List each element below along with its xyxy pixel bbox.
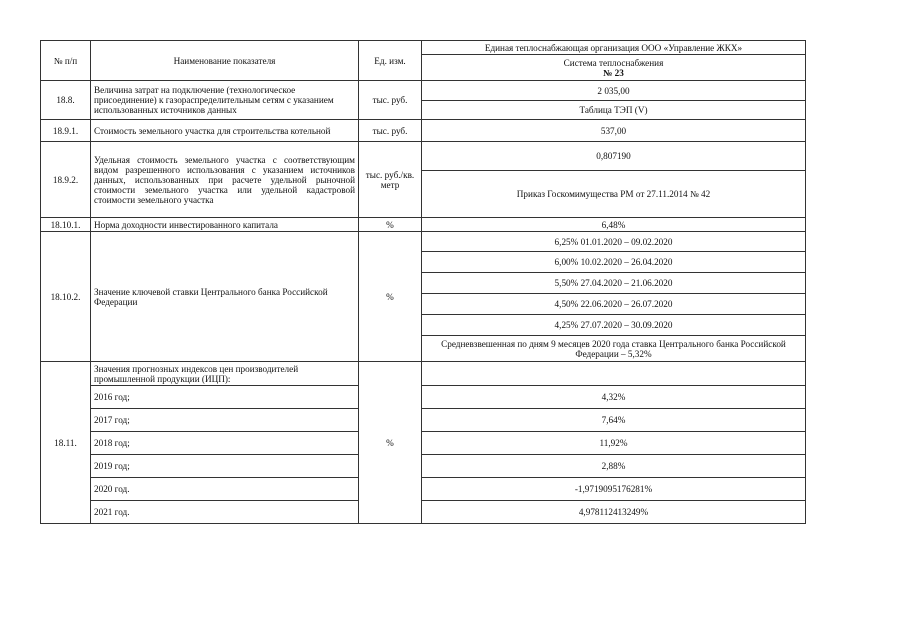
year-label: 2017 год;: [91, 409, 359, 432]
row-unit: %: [359, 362, 422, 524]
empty-cell: [422, 362, 806, 386]
year-label: 2020 год.: [91, 478, 359, 501]
header-org: Единая теплоснабжающая организация ООО «Управление ЖКХ»: [422, 41, 806, 55]
row-unit: %: [359, 218, 422, 232]
row-unit: тыс. руб.: [359, 120, 422, 142]
year-value: 2,88%: [422, 455, 806, 478]
header-system-label: Система теплоснабжения: [563, 57, 664, 68]
header-unit: Ед. изм.: [359, 41, 422, 81]
row-num: 18.10.1.: [41, 218, 91, 232]
row-source: Приказ Госкомимущества РМ от 27.11.2014 № 42: [422, 171, 806, 218]
row-value: 537,00: [422, 120, 806, 142]
rate-period: 4,50% 22.06.2020 – 26.07.2020: [422, 294, 806, 315]
rate-period: 6,25% 01.01.2020 – 09.02.2020: [422, 232, 806, 252]
year-label: 2018 год;: [91, 432, 359, 455]
row-unit: %: [359, 232, 422, 362]
year-value: 4,32%: [422, 386, 806, 409]
year-value: 4,978112413249%: [422, 501, 806, 524]
row-value: 0,807190: [422, 142, 806, 171]
row-name: Значение ключевой ставки Центрального банка Российской Федерации: [91, 232, 359, 362]
row-source: Таблица ТЭП (V): [422, 101, 806, 120]
year-value: 11,92%: [422, 432, 806, 455]
rate-period: 5,50% 27.04.2020 – 21.06.2020: [422, 273, 806, 294]
year-value: 7,64%: [422, 409, 806, 432]
row-num: 18.11.: [41, 362, 91, 524]
indicators-table: [40, 40, 806, 524]
year-label: 2016 год;: [91, 386, 359, 409]
row-unit: тыс. руб./кв. метр: [359, 142, 422, 218]
row-name: Величина затрат на подключение (технологическое присоединение) к газораспределительным сетям с указанием использованных источников данных: [91, 81, 359, 120]
header-system-num: № 23: [603, 67, 624, 78]
row-value: 2 035,00: [422, 81, 806, 101]
year-label: 2019 год;: [91, 455, 359, 478]
row-num: 18.9.1.: [41, 120, 91, 142]
row-name: Удельная стоимость земельного участка с соответствующим видом разрешенного использования с указанием источников данных, использованных при расчете удельной рыночной стоимости земельного участка или удельной кадастровой стоимости земельного участка: [91, 142, 359, 218]
row-name: Норма доходности инвестированного капитала: [91, 218, 359, 232]
year-label: 2021 год.: [91, 501, 359, 524]
year-value: -1,9719095176281%: [422, 478, 806, 501]
header-system: [422, 55, 806, 81]
row-name: Значения прогнозных индексов цен производителей промышленной продукции (ИЦП):: [91, 362, 359, 386]
rate-period: 4,25% 27.07.2020 – 30.09.2020: [422, 315, 806, 336]
header-name: Наименование показателя: [91, 41, 359, 81]
row-num: 18.9.2.: [41, 142, 91, 218]
row-unit: тыс. руб.: [359, 81, 422, 120]
row-num: 18.10.2.: [41, 232, 91, 362]
row-value: 6,48%: [422, 218, 806, 232]
row-name: Стоимость земельного участка для строительства котельной: [91, 120, 359, 142]
rate-period: 6,00% 10.02.2020 – 26.04.2020: [422, 252, 806, 273]
header-num: № п/п: [41, 41, 91, 81]
weighted-rate: Средневзвешенная по дням 9 месяцев 2020 года ставка Центрального банка Российской Федерации – 5,32%: [422, 336, 806, 362]
row-num: 18.8.: [41, 81, 91, 120]
